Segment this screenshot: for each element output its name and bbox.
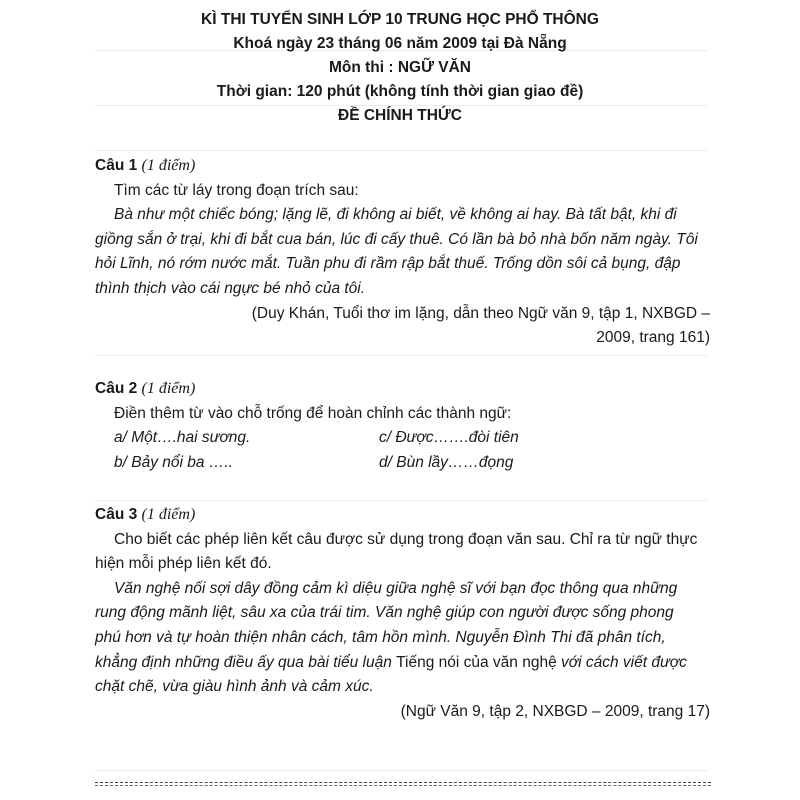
question-3-prompt-line: hiện mỗi phép liên kết đó. [95,555,272,573]
question-3-passage-line: Văn nghệ nối sợi dây đồng cảm kì diệu giữa nghệ sĩ với bạn đọc thông qua những [114,579,678,597]
question-3-prompt-line: Cho biết các phép liên kết câu được sử dụng trong đoạn văn sau. Chỉ ra từ ngữ thực [114,530,698,548]
question-1-points: (1 điểm) [141,157,196,174]
exam-title: KÌ THI TUYỂN SINH LỚP 10 TRUNG HỌC PHỔ THÔNG [201,11,599,28]
idiom-a: a/ Một….hai sương. [114,429,251,447]
question-3-passage-line [95,651,710,676]
question-3-source: (Ngữ Văn 9, tập 2, NXBGD – 2009, trang 17) [400,702,710,720]
question-3-passage-line: rung động mãnh liệt, sâu xa của trái tim. Văn nghệ giúp con người được sống phong [95,604,674,622]
idiom-b: b/ Bảy nổi ba ….. [114,453,233,471]
exam-date: Khoá ngày 23 tháng 06 năm 2009 tại Đà Nẵng [233,35,567,52]
question-3-points: (1 điểm) [141,506,196,523]
question-3-title [95,503,710,528]
idiom-row [95,451,710,476]
question-2-points: (1 điểm) [141,380,196,397]
faint-rule [95,355,708,356]
question-2-title [95,377,710,402]
dashed-separator [95,785,711,786]
question-1 [95,154,710,351]
question-1-source-line: (Duy Khán, Tuổi thơ im lặng, dẫn theo Ngữ văn 9, tập 1, NXBGD – [251,304,710,322]
essay-title: Tiếng nói của văn nghệ [396,653,557,671]
official-label: ĐỀ CHÍNH THỨC [338,107,462,124]
idiom-c: c/ Được…….đòi tiên [379,429,519,447]
question-1-prompt: Tìm các từ láy trong đoạn trích sau: [114,181,359,199]
question-1-passage-line: hỏi Lĩnh, nó rớm nước mắt. Tuần phu đi rầm rập bắt thuế. Trống dồn sôi cả bụng, đập [95,255,681,273]
passage-text: khẳng định những điều ấy qua bài tiểu luận [95,653,397,671]
question-3-label: Câu 3 [95,506,138,523]
question-3-passage-line: chặt chẽ, vừa giàu hình ảnh và cảm xúc. [95,678,374,696]
question-1-source-line: 2009, trang 161) [596,329,710,347]
question-1-label: Câu 1 [95,157,138,174]
exam-duration: Thời gian: 120 phút (không tính thời gian giao đề) [216,83,584,100]
question-2 [95,377,710,475]
question-2-label: Câu 2 [95,380,138,397]
question-1-passage-line: Bà như một chiếc bóng; lặng lẽ, đi không ai biết, về không ai hay. Bà tất bật, khi đi [114,206,677,224]
question-1-passage-line: thình thịch vào cái ngực bé nhỏ của tôi. [95,279,366,297]
idiom-row [95,426,710,451]
faint-rule [95,770,708,771]
question-1-passage-line: giồng sắn ở trại, khi đi bắt cua bán, lúc đi cấy thuê. Có lần bà bỏ nhà bốn năm ngày. Tôi [95,230,698,248]
faint-rule [95,150,708,151]
question-1-title [95,154,710,179]
faint-rule [95,500,708,501]
passage-text: với cách viết được [556,653,687,671]
question-3 [95,503,710,724]
question-2-prompt: Điền thêm từ vào chỗ trống để hoàn chỉnh các thành ngữ: [114,404,512,422]
exam-header [0,8,800,128]
exam-subject: Môn thi : NGỮ VĂN [328,59,471,76]
idiom-d: d/ Bùn lầy……đọng [379,453,514,471]
question-3-passage-line: phú hơn và tự hoàn thiện nhân cách, tâm hồn mình. Nguyễn Đình Thi đã phân tích, [95,628,666,646]
dashed-separator [95,782,711,783]
